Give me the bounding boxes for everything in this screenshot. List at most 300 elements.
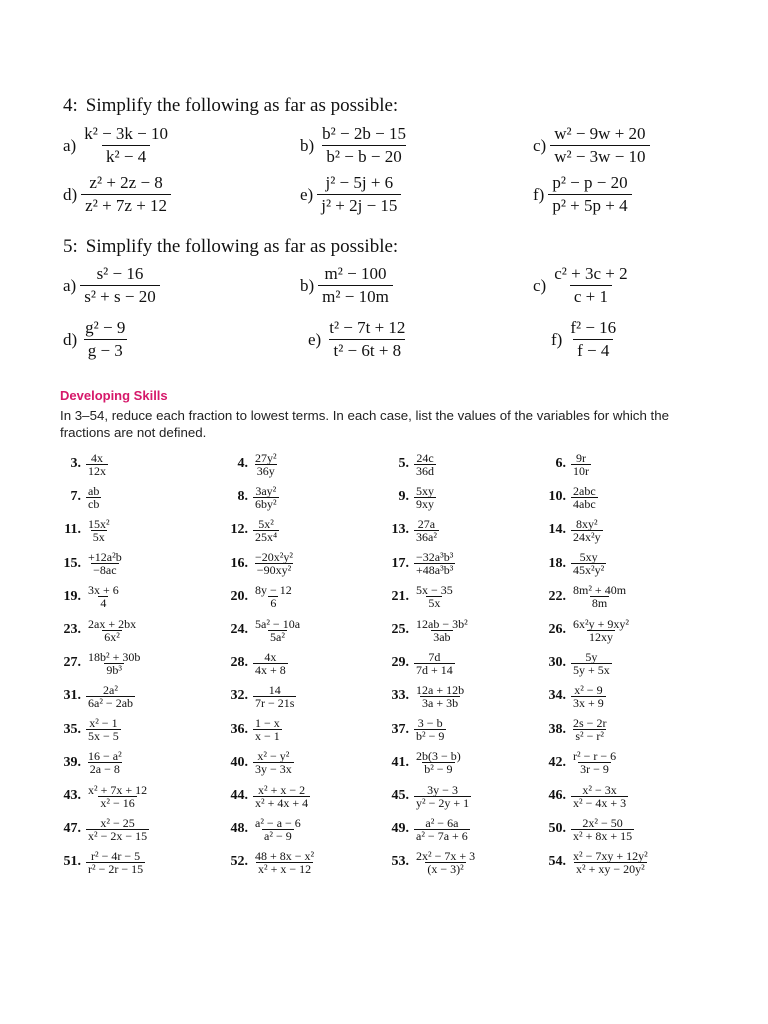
fraction [86,551,124,576]
numerator: x² + 7x + 12 [88,782,148,797]
denominator: 5a² [270,629,285,644]
numerator: a² − 6a [425,815,459,830]
fraction [548,173,631,216]
exercise-item [55,681,135,711]
exercise-item [540,582,628,612]
fraction [86,784,149,809]
exercise-number: 16. [230,555,248,571]
denominator: m² − 10m [318,285,393,307]
problem-5d [63,318,129,361]
denominator: r² − 2r − 15 [88,861,144,876]
problem-label: c) [533,275,547,295]
fraction [86,717,121,742]
exercise-number: 19. [63,588,81,604]
denominator: +48a³b³ [416,563,454,578]
fraction [571,784,628,809]
exercise-item [383,715,446,745]
numerator: x² + x − 2 [258,782,306,797]
exercise-item [55,549,124,579]
numerator: 5xy [579,550,598,565]
exercise-number: 34. [548,688,566,704]
exercise-number: 11. [64,522,81,538]
fraction [414,584,455,609]
numerator: a² − a − 6 [255,815,301,830]
denominator: 24x²y [573,529,601,544]
exercise-number: 45. [391,788,409,803]
fraction [571,750,618,775]
fraction [571,518,603,543]
exercise-number: 28. [230,655,248,671]
fraction [550,124,649,167]
fraction [253,817,303,842]
exercise-number: 35. [63,721,81,737]
denominator: s² + s − 20 [80,285,160,307]
denominator: 9xy [416,496,434,511]
fraction [325,318,409,361]
exercise-number: 46. [548,788,566,803]
exercise-number: 14. [548,522,566,538]
exercise-item [540,715,608,745]
problem-label: b) [300,275,315,295]
fraction [414,452,436,477]
fraction [414,618,470,643]
fraction [571,717,608,742]
numerator: x² − 7xy + 12y² [573,848,648,863]
denominator: c + 1 [570,285,612,307]
fraction [86,518,112,543]
exercise-item [55,582,121,612]
numerator: x² − y² [257,749,290,764]
problem-label: c) [533,135,547,155]
numerator: 8y − 12 [255,583,292,598]
denominator: 36a² [416,529,437,544]
exercise-item [383,482,436,512]
exercise-item [383,748,463,778]
denominator: k² − 4 [102,145,150,167]
numerator: 4x [264,649,277,664]
numerator: 5x² [258,516,274,531]
fraction [414,485,436,510]
denominator: 5y + 5x [573,662,610,677]
exercise-number: 47. [63,821,81,837]
section-5-number: 5: [63,236,78,257]
numerator: −20x²y² [255,550,293,565]
denominator: 5x − 5 [88,729,119,744]
denominator: cb [88,496,100,511]
fraction [86,485,101,510]
exercise-number: 52. [230,854,248,870]
exercise-number: 37. [391,721,409,737]
numerator: ab [88,483,100,498]
numerator: j² − 5j + 6 [325,173,394,192]
exercise-item [55,482,101,512]
numerator: b² − 2b − 15 [322,124,406,143]
denominator: 4 [100,596,107,611]
denominator: x² − 2x − 15 [88,828,148,843]
fraction [414,518,439,543]
denominator: −90xy² [256,563,292,578]
fraction [86,651,142,676]
denominator: 3r − 9 [580,762,609,777]
fraction [253,485,279,510]
exercise-item [222,515,279,545]
numerator: 12ab − 3b² [416,616,468,631]
exercise-item [383,449,436,479]
numerator: 1 − x [255,716,280,731]
exercise-number: 39. [63,754,81,770]
exercise-item [540,482,598,512]
numerator: 8xy² [576,516,598,531]
problem-4e [300,173,401,216]
numerator: x² − 9 [574,682,603,697]
exercise-item [383,814,470,844]
denominator: 12x [88,463,106,478]
exercise-number: 17. [391,555,409,571]
numerator: x² − 3x [582,782,617,797]
exercise-number: 22. [548,588,566,604]
denominator: 6 [270,596,277,611]
denominator: 9b³ [106,662,122,677]
exercise-item [540,648,612,678]
fraction [318,124,410,167]
exercise-item [55,814,149,844]
denominator: a² − 7a + 6 [416,828,468,843]
problem-4a [63,124,172,167]
fraction [414,850,477,875]
denominator: 3ab [433,629,451,644]
problem-label: f) [551,329,563,349]
exercise-item [222,582,294,612]
denominator: 7d + 14 [416,662,453,677]
fraction [414,750,463,775]
problem-4b [300,124,410,167]
fraction [253,750,294,775]
problem-label: b) [300,135,315,155]
fraction [253,551,295,576]
exercise-item [540,549,606,579]
numerator: 9r [576,450,586,465]
exercise-item [383,549,455,579]
denominator: 7r − 21s [255,695,295,710]
numerator: 7d [428,649,441,664]
exercise-item [55,648,142,678]
numerator: f² − 16 [570,318,617,337]
exercise-number: 50. [548,821,566,837]
fraction [318,264,393,307]
exercise-number: 30. [548,655,566,671]
fraction [253,784,310,809]
fraction [80,264,160,307]
fraction [86,850,145,875]
exercise-number: 44. [230,788,248,803]
denominator: x² − 16 [100,795,135,810]
numerator: g² − 9 [85,318,126,337]
exercise-number: 33. [391,688,409,704]
exercise-number: 38. [548,721,566,737]
problem-5c [533,264,632,307]
problem-label: d) [63,184,78,204]
exercise-item [540,681,606,711]
fraction [86,817,149,842]
denominator: y² − 2y + 1 [416,795,470,810]
denominator: x² − 4x + 3 [573,795,627,810]
fraction [86,750,124,775]
numerator: c² + 3c + 2 [554,264,628,283]
denominator: 6a² − 2ab [88,695,134,710]
numerator: r² − r − 6 [573,749,617,764]
denominator: 3a + 3b [422,695,459,710]
numerator: 24c [416,450,434,465]
exercise-number: 36. [230,721,248,737]
denominator: 6by² [255,496,277,511]
numerator: r² − 4r − 5 [91,848,141,863]
denominator: x² + xy − 20y² [576,861,645,876]
exercise-number: 21. [391,588,409,604]
fraction [86,584,121,609]
fraction [414,551,455,576]
fraction [253,584,294,609]
section-5-heading-text: Simplify the following as far as possible: [85,236,399,257]
exercise-number: 49. [391,821,409,837]
numerator: 18b² + 30b [88,649,141,664]
exercise-item [222,681,296,711]
fraction [80,124,172,167]
denominator: w² − 3w − 10 [550,145,649,167]
denominator: 4x + 8 [255,662,286,677]
exercise-number: 43. [63,788,81,803]
denominator: x² + x − 12 [258,861,312,876]
fraction [571,452,591,477]
exercise-number: 23. [63,622,81,637]
numerator: 6x²y + 9xy² [573,616,629,631]
denominator: 3y − 3x [255,762,292,777]
exercise-number: 18. [548,555,566,571]
numerator: 8m² + 40m [573,583,627,598]
denominator: 6x² [104,629,120,644]
denominator: 25x⁴ [255,529,278,544]
fraction [414,684,466,709]
exercise-item [222,449,279,479]
exercise-number: 41. [391,754,409,770]
exercise-number: 5. [398,456,409,471]
exercise-item [540,847,650,877]
exercise-number: 24. [230,622,248,637]
numerator: 2x² − 50 [582,815,623,830]
numerator: 5xy [416,483,434,498]
denominator: j² + 2j − 15 [317,194,401,216]
fraction [253,684,296,709]
problem-4f [533,173,632,216]
denominator: x² + 4x + 4 [255,795,309,810]
denominator: b² − 9 [424,762,453,777]
denominator: x − 1 [255,729,280,744]
fraction [253,850,316,875]
numerator: 2s − 2r [573,716,607,731]
exercise-item [540,814,634,844]
numerator: 3ay² [255,483,277,498]
denominator: a² − 9 [264,828,292,843]
problem-5b [300,264,393,307]
fraction [414,717,446,742]
numerator: +12a²b [88,550,122,565]
fraction [253,518,279,543]
numerator: 48 + 8x − x² [255,848,315,863]
denominator: 45x²y² [573,563,605,578]
exercise-item [55,515,112,545]
exercise-number: 26. [548,622,566,637]
fraction [253,452,279,477]
numerator: w² − 9w + 20 [554,124,646,143]
numerator: 2b(3 − b) [416,749,461,764]
denominator: b² − 9 [416,729,445,744]
exercise-item [540,615,631,645]
denominator: 5x [428,596,441,611]
numerator: 15x² [88,516,110,531]
numerator: 12a + 12b [416,682,465,697]
numerator: s² − 16 [96,264,144,283]
problem-5f [551,318,620,361]
numerator: z² + 2z − 8 [89,173,163,192]
exercise-number: 6. [555,456,566,471]
fraction [571,618,631,643]
numerator: −32a³b³ [416,550,454,565]
fraction [571,651,612,676]
exercise-number: 31. [63,688,81,704]
exercise-item [55,449,108,479]
numerator: 2x² − 7x + 3 [416,848,476,863]
exercise-number: 27. [63,655,81,671]
numerator: 3x + 6 [88,583,119,598]
denominator: (x − 3)² [427,861,464,876]
exercise-item [383,681,466,711]
exercise-item [540,781,628,811]
problem-4d [63,173,171,216]
fraction [81,318,129,361]
denominator: t² − 6t + 8 [329,339,405,361]
denominator: p² + 5p + 4 [548,194,631,216]
exercise-item [222,748,294,778]
numerator: 5a² − 10a [255,616,301,631]
fraction [571,584,628,609]
problem-4c [533,124,650,167]
numerator: 2ax + 2bx [88,616,137,631]
problem-label: a) [63,275,77,295]
exercise-item [55,748,124,778]
exercise-item [383,648,455,678]
denominator: 8m [591,596,608,611]
denominator: s² − r² [575,729,605,744]
numerator: 27y² [255,450,277,465]
fraction [414,784,471,809]
numerator: x² − 25 [100,815,135,830]
denominator: z² + 7z + 12 [81,194,171,216]
exercise-item [55,847,145,877]
denominator: 2a − 8 [89,762,120,777]
numerator: k² − 3k − 10 [84,124,168,143]
exercise-number: 3. [70,456,81,471]
fraction [253,618,302,643]
exercise-number: 29. [391,655,409,671]
denominator: 12xy [588,629,613,644]
fraction [571,850,650,875]
denominator: 4abc [573,496,596,511]
exercise-item [55,615,138,645]
fraction [81,173,171,216]
numerator: t² − 7t + 12 [329,318,406,337]
problem-label: a) [63,135,77,155]
fraction [571,684,606,709]
numerator: 16 − a² [88,749,122,764]
developing-skills-title: Developing Skills [60,388,168,403]
exercise-number: 54. [548,854,566,870]
exercise-item [55,715,121,745]
exercise-number: 25. [391,622,409,637]
exercise-number: 32. [230,688,248,704]
exercise-item [222,715,282,745]
exercise-item [383,781,471,811]
problem-5e [308,318,409,361]
fraction [571,817,634,842]
exercise-number: 7. [70,489,81,505]
numerator: 3 − b [417,716,443,731]
fraction [414,651,455,676]
exercise-number: 53. [391,854,409,870]
denominator: 3x + 9 [573,695,604,710]
numerator: x² − 1 [89,716,118,731]
exercise-item [222,781,310,811]
exercise-item [383,582,455,612]
denominator: b² − b − 20 [322,145,405,167]
fraction [414,817,470,842]
denominator: −8ac [93,563,117,578]
numerator: 5x − 35 [416,583,453,598]
exercise-item [222,482,279,512]
exercise-number: 8. [237,489,248,505]
exercise-item [222,847,316,877]
fraction [550,264,631,307]
exercise-number: 9. [398,489,409,505]
fraction [571,485,598,510]
numerator: 2a² [103,682,118,697]
fraction [566,318,620,361]
fraction [86,618,138,643]
exercise-item [222,615,302,645]
exercise-number: 48. [230,821,248,837]
problem-5a [63,264,160,307]
section-4-number: 4: [63,95,78,116]
numerator: 5y [585,649,598,664]
numerator: 4x [91,450,103,465]
exercise-number: 51. [63,854,81,870]
exercise-number: 12. [230,522,248,538]
numerator: m² − 100 [324,264,387,283]
exercise-item [383,515,439,545]
problem-label: f) [533,184,545,204]
exercise-item [222,549,295,579]
fraction [86,452,108,477]
section-5-heading [63,236,398,258]
fraction [86,684,135,709]
denominator: 36y [256,463,275,478]
problem-label: e) [308,329,322,349]
exercise-number: 40. [230,754,248,770]
denominator: 36d [416,463,434,478]
exercise-item [222,814,303,844]
exercise-item [383,615,470,645]
denominator: 10r [573,463,589,478]
numerator: p² − p − 20 [552,173,628,192]
problem-label: e) [300,184,314,204]
